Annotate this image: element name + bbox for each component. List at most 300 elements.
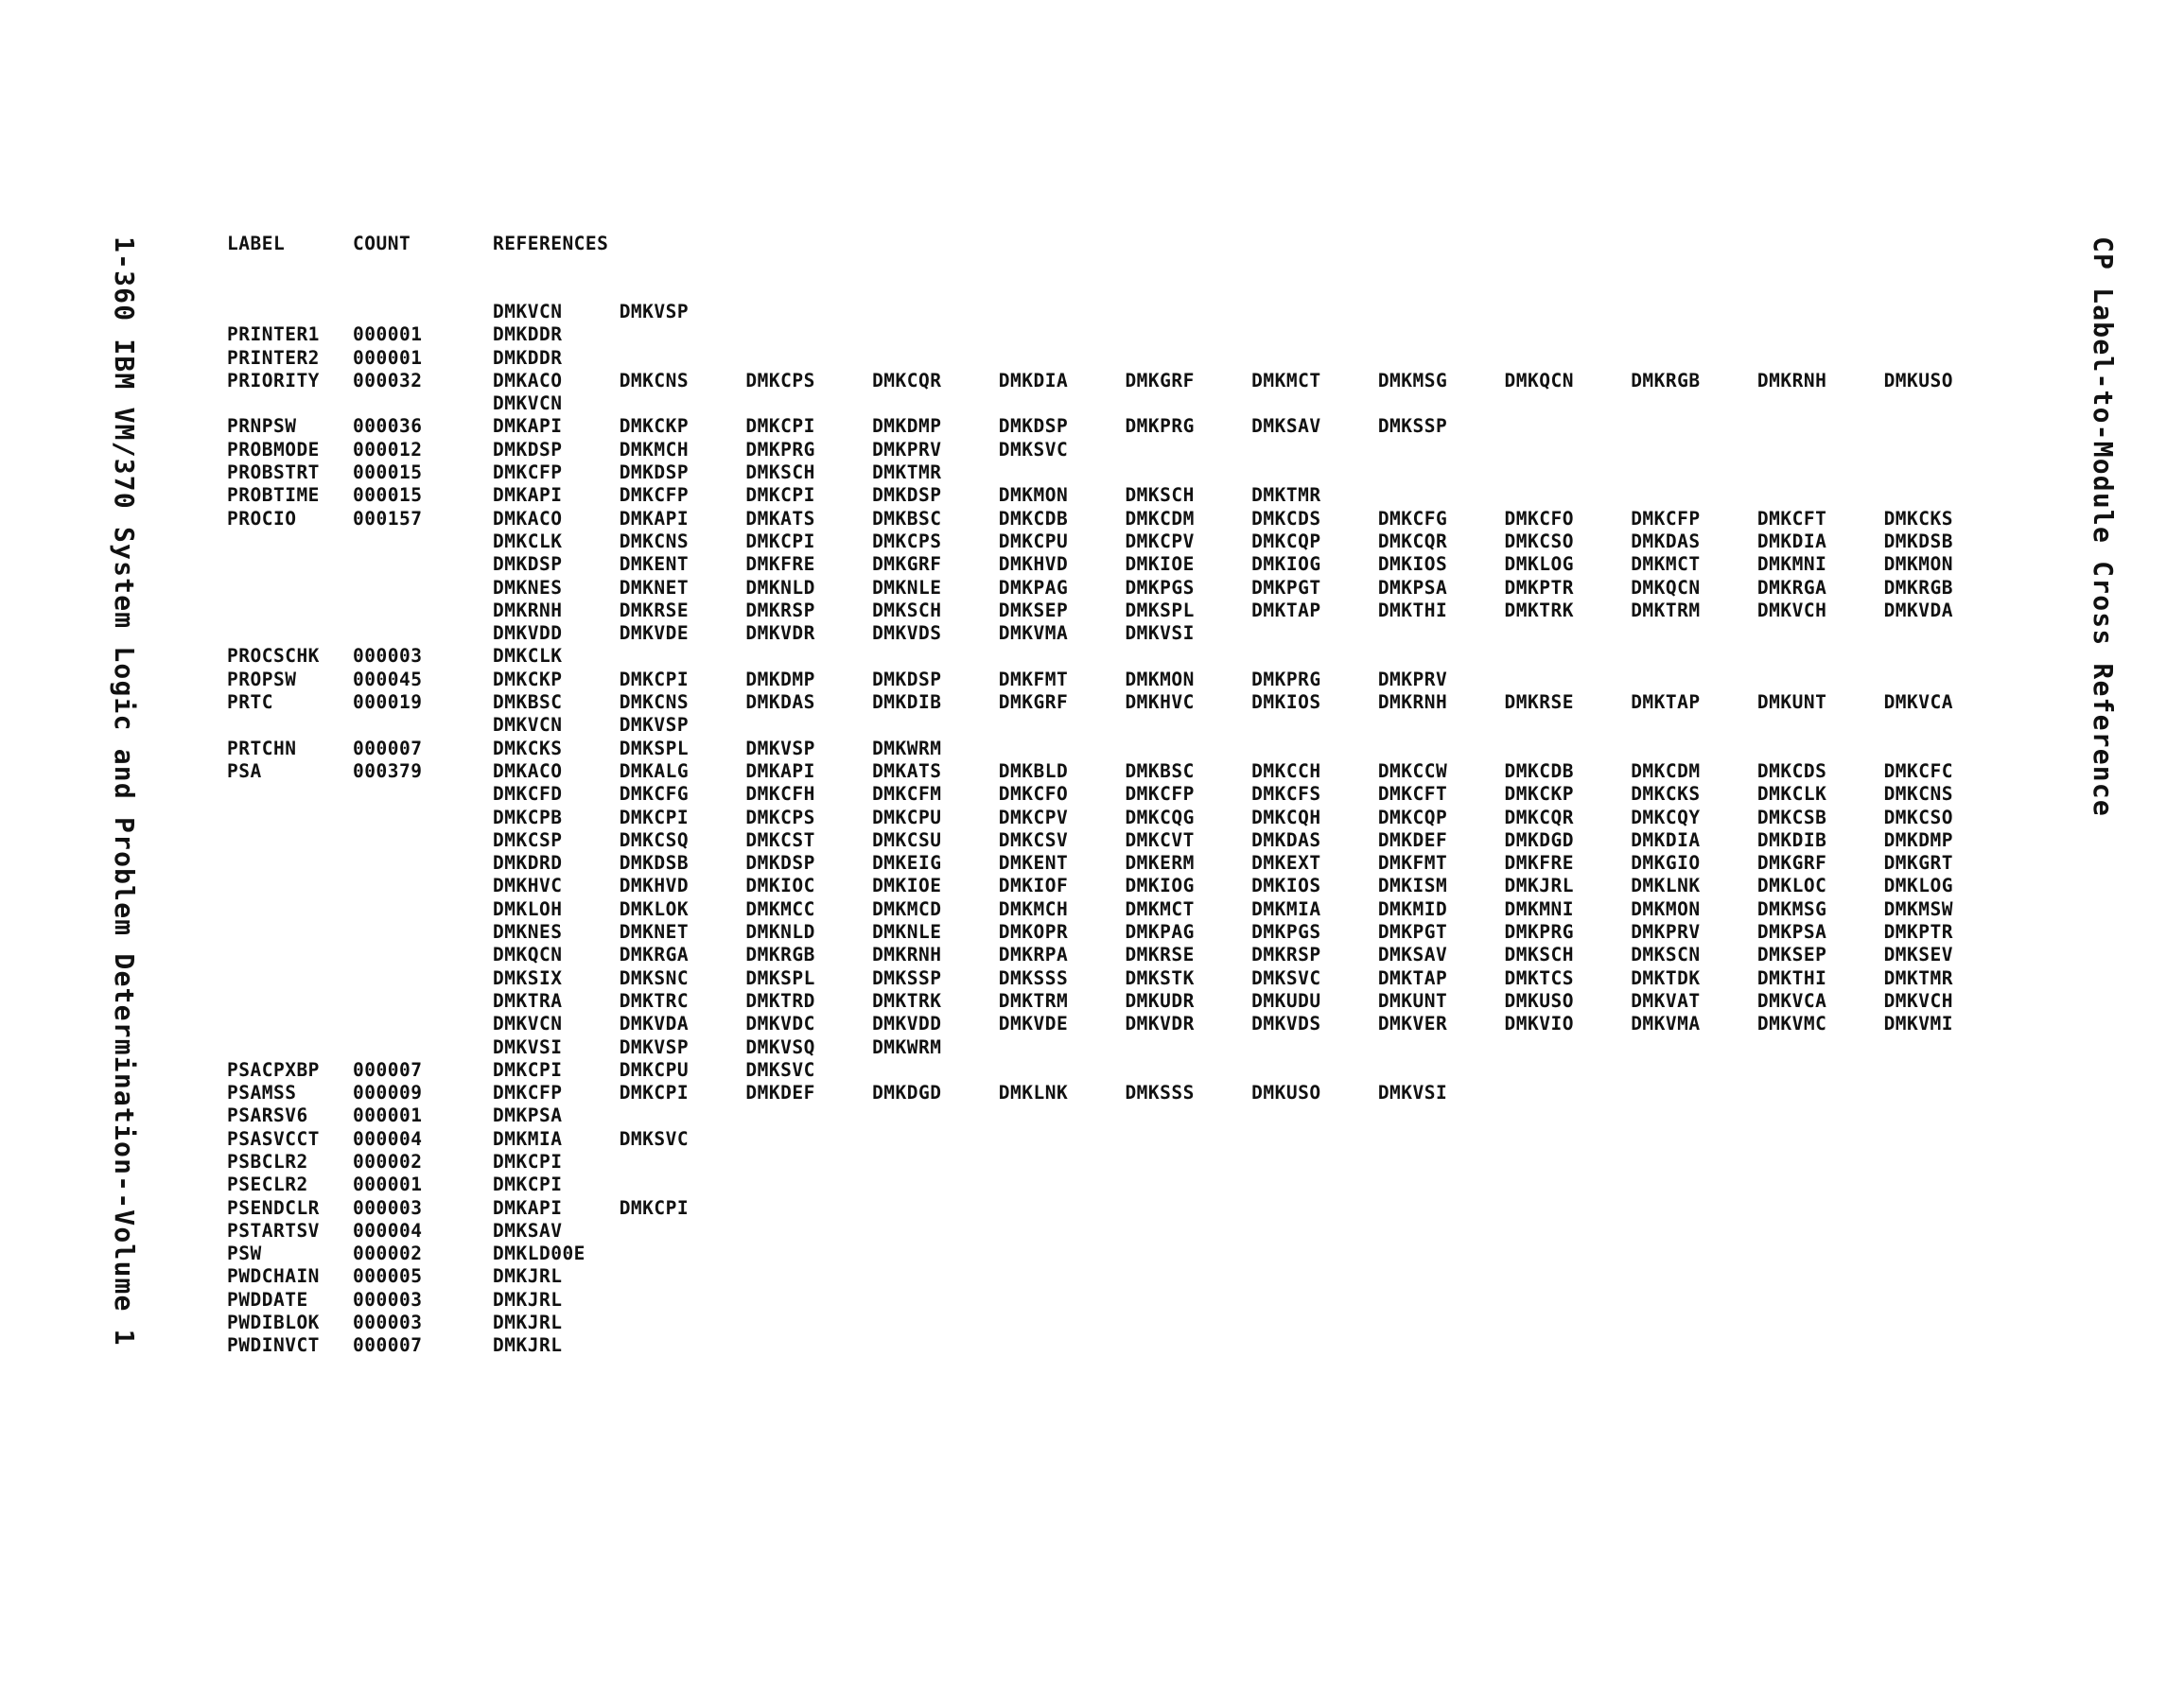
row-count: 000005 — [353, 1265, 423, 1288]
module-reference: DMKVSI — [1125, 622, 1195, 645]
module-reference: DMKCSQ — [619, 828, 690, 851]
module-reference: DMKCPB — [493, 806, 563, 828]
module-reference: DMKDIB — [1756, 828, 1827, 851]
empty-reference-cell — [745, 1243, 872, 1265]
module-reference: DMKVDS — [1251, 1013, 1321, 1035]
module-reference: DMKACO — [493, 507, 563, 530]
table-row — [227, 415, 2010, 438]
module-reference: DMKCFT — [1756, 507, 1827, 530]
module-reference: DMKIOS — [1251, 875, 1321, 897]
empty-reference-cell — [1505, 415, 1632, 438]
empty-reference-cell — [1631, 1197, 1757, 1220]
module-reference: DMKIOG — [1125, 875, 1195, 897]
empty-reference-cell — [999, 1334, 1126, 1357]
module-reference: DMKCKS — [1631, 783, 1701, 806]
empty-reference-cell — [1125, 323, 1251, 346]
module-reference: DMKPTR — [1504, 576, 1574, 599]
row-label — [227, 714, 353, 737]
empty-reference-cell — [1125, 645, 1251, 668]
table-row — [227, 1059, 2010, 1082]
module-reference: DMKVSP — [619, 714, 690, 737]
empty-reference-cell — [1631, 323, 1757, 346]
module-reference: DMKMCH — [998, 897, 1069, 920]
module-reference: DMKTAP — [1631, 691, 1701, 714]
empty-reference-cell — [1378, 1334, 1505, 1357]
module-reference: DMKAPI — [493, 415, 563, 438]
module-reference: DMKSVC — [745, 1058, 815, 1081]
module-reference: DMKEIG — [872, 852, 942, 875]
empty-reference-cell — [1757, 1036, 1884, 1059]
empty-reference-cell — [1631, 1220, 1757, 1243]
empty-reference-cell — [999, 1036, 1126, 1059]
module-reference: DMKCFP — [1125, 783, 1195, 806]
module-reference: DMKCDM — [1631, 759, 1701, 782]
row-label: PWDINVCT — [227, 1334, 320, 1357]
row-label — [227, 852, 353, 875]
module-reference: DMKFMT — [1377, 852, 1448, 875]
empty-reference-cell — [1251, 622, 1378, 645]
module-reference: DMKCQR — [872, 369, 942, 391]
module-reference: DMKVCN — [493, 1013, 563, 1035]
module-reference: DMKSPL — [619, 737, 690, 759]
module-reference: DMKCFS — [1251, 783, 1321, 806]
table-row — [227, 301, 2010, 323]
table-row — [227, 1265, 2010, 1288]
empty-reference-cell — [1631, 1243, 1757, 1265]
module-reference: DMKTRM — [998, 989, 1069, 1012]
row-count — [353, 967, 493, 990]
row-label: PSENDCLR — [227, 1196, 320, 1219]
empty-reference-cell — [1378, 439, 1505, 461]
row-count — [353, 600, 493, 622]
module-reference: DMKCKP — [619, 415, 690, 438]
empty-reference-cell — [1505, 645, 1632, 668]
empty-reference-cell — [1505, 484, 1632, 507]
module-reference: DMKRGB — [745, 944, 815, 966]
table-row — [227, 738, 2010, 760]
table-row — [227, 323, 2010, 346]
module-reference: DMKPRG — [745, 438, 815, 461]
module-reference: DMKCQR — [1377, 530, 1448, 552]
table-row — [227, 508, 2010, 530]
empty-reference-cell — [620, 1289, 746, 1312]
module-reference: DMKGRT — [1883, 852, 1954, 875]
table-row — [227, 875, 2010, 897]
empty-reference-cell — [1757, 1334, 1884, 1357]
module-reference: DMKGRF — [1756, 852, 1827, 875]
row-label: PSA — [227, 759, 262, 782]
module-reference: DMKSSP — [1377, 415, 1448, 438]
module-reference: DMKUDR — [1125, 989, 1195, 1012]
row-label: PSASVCCT — [227, 1127, 320, 1150]
empty-reference-cell — [1631, 1312, 1757, 1334]
empty-reference-cell — [1884, 1197, 2011, 1220]
module-reference: DMKCCH — [1251, 759, 1321, 782]
empty-reference-cell — [1378, 1128, 1505, 1151]
module-reference: DMKGIO — [1631, 852, 1701, 875]
module-reference: DMKBSC — [493, 691, 563, 714]
empty-reference-cell — [1884, 1220, 2011, 1243]
module-reference: DMKTMR — [1883, 966, 1954, 989]
empty-reference-cell — [1631, 1151, 1757, 1174]
module-reference: DMKBSC — [872, 507, 942, 530]
row-label: PROCSCHK — [227, 645, 320, 668]
module-reference: DMKRSE — [1504, 691, 1574, 714]
empty-reference-cell — [1378, 1265, 1505, 1288]
empty-reference-cell — [620, 645, 746, 668]
module-reference: DMKIOF — [998, 875, 1069, 897]
empty-reference-cell — [1757, 323, 1884, 346]
empty-reference-cell — [1505, 301, 1632, 323]
row-label: PROBTIME — [227, 484, 320, 507]
module-reference: DMKFRE — [1504, 852, 1574, 875]
module-reference: DMKCPI — [493, 1058, 563, 1081]
module-reference: DMKCPI — [493, 1174, 563, 1196]
module-reference: DMKCPU — [998, 530, 1069, 552]
empty-reference-cell — [1757, 645, 1884, 668]
empty-reference-cell — [1251, 301, 1378, 323]
header-spacer — [227, 255, 2010, 301]
empty-reference-cell — [745, 1174, 872, 1196]
module-reference: DMKCFP — [493, 461, 563, 484]
module-reference: DMKCQY — [1631, 806, 1701, 828]
row-count: 000036 — [353, 415, 423, 438]
row-label: PRNPSW — [227, 415, 297, 438]
row-count — [353, 577, 493, 600]
module-reference: DMKSVC — [1251, 966, 1321, 989]
table-row — [227, 622, 2010, 645]
empty-reference-cell — [1884, 1334, 2011, 1357]
row-count — [353, 553, 493, 576]
empty-reference-cell — [620, 1104, 746, 1127]
module-reference: DMKDSP — [493, 553, 563, 576]
module-reference: DMKMCT — [1631, 553, 1701, 576]
module-reference: DMKDRD — [493, 852, 563, 875]
row-label — [227, 967, 353, 990]
row-label — [227, 898, 353, 921]
empty-reference-cell — [1884, 1128, 2011, 1151]
module-reference: DMKERM — [1125, 852, 1195, 875]
module-reference: DMKJRL — [493, 1334, 563, 1357]
module-reference: DMKFRE — [745, 553, 815, 576]
row-count: 000007 — [353, 737, 423, 759]
table-row — [227, 461, 2010, 484]
empty-reference-cell — [1125, 1220, 1251, 1243]
empty-reference-cell — [872, 645, 999, 668]
module-reference: DMKSTK — [1125, 966, 1195, 989]
empty-reference-cell — [1378, 347, 1505, 370]
table-row — [227, 1174, 2010, 1196]
module-reference: DMKIOS — [1377, 553, 1448, 576]
module-reference: DMKTDK — [1631, 966, 1701, 989]
empty-reference-cell — [999, 1128, 1126, 1151]
empty-reference-cell — [745, 1334, 872, 1357]
row-count — [353, 301, 493, 323]
table-row — [227, 807, 2010, 829]
empty-reference-cell — [999, 1220, 1126, 1243]
table-body — [227, 301, 2010, 1358]
module-reference: DMKMSG — [1377, 369, 1448, 391]
module-reference: DMKPGS — [1125, 576, 1195, 599]
module-reference: DMKWRM — [872, 737, 942, 759]
row-count — [353, 622, 493, 645]
module-reference: DMKDGD — [1504, 828, 1574, 851]
module-reference: DMKVSP — [745, 737, 815, 759]
row-count — [353, 898, 493, 921]
row-label: PROBMODE — [227, 438, 320, 461]
module-reference: DMKCVT — [1125, 828, 1195, 851]
empty-reference-cell — [745, 714, 872, 737]
module-reference: DMKCNS — [1883, 783, 1954, 806]
module-reference: DMKCSB — [1756, 806, 1827, 828]
module-reference: DMKNLD — [745, 921, 815, 944]
module-reference: DMKMCT — [1251, 369, 1321, 391]
empty-reference-cell — [872, 301, 999, 323]
table-row — [227, 600, 2010, 622]
module-reference: DMKRSP — [1251, 944, 1321, 966]
module-reference: DMKACO — [493, 759, 563, 782]
module-reference: DMKATS — [745, 507, 815, 530]
module-reference: DMKATS — [872, 759, 942, 782]
empty-reference-cell — [1125, 392, 1251, 415]
empty-reference-cell — [1378, 645, 1505, 668]
empty-reference-cell — [1757, 1151, 1884, 1174]
references-column-header: REFERENCES — [493, 233, 609, 254]
module-reference: DMKSAV — [1251, 415, 1321, 438]
module-reference: DMKDIA — [1631, 828, 1701, 851]
module-reference: DMKCQP — [1377, 806, 1448, 828]
empty-reference-cell — [1757, 738, 1884, 760]
row-count: 000045 — [353, 668, 423, 690]
empty-reference-cell — [1505, 1197, 1632, 1220]
module-reference: DMKDMP — [745, 668, 815, 690]
module-reference: DMKPRG — [1504, 921, 1574, 944]
empty-reference-cell — [1884, 1289, 2011, 1312]
empty-reference-cell — [1631, 439, 1757, 461]
table-row — [227, 691, 2010, 714]
row-label — [227, 392, 353, 415]
empty-reference-cell — [1884, 347, 2011, 370]
empty-reference-cell — [1505, 439, 1632, 461]
table-row — [227, 530, 2010, 553]
empty-reference-cell — [1757, 1104, 1884, 1127]
module-reference: DMKVMA — [998, 622, 1069, 645]
module-reference: DMKMID — [1377, 897, 1448, 920]
empty-reference-cell — [1631, 461, 1757, 484]
table-row — [227, 967, 2010, 990]
empty-reference-cell — [1125, 1197, 1251, 1220]
table-row — [227, 1104, 2010, 1127]
empty-reference-cell — [872, 1220, 999, 1243]
module-reference: DMKCPI — [619, 668, 690, 690]
module-reference: DMKCKP — [493, 668, 563, 690]
empty-reference-cell — [1251, 645, 1378, 668]
module-reference: DMKVMI — [1883, 1013, 1954, 1035]
empty-reference-cell — [1757, 1128, 1884, 1151]
row-label: PROCIO — [227, 507, 297, 530]
module-reference: DMKVDR — [1125, 1013, 1195, 1035]
empty-reference-cell — [1631, 1082, 1757, 1104]
module-reference: DMKCFP — [619, 484, 690, 507]
row-count: 000003 — [353, 1288, 423, 1311]
module-reference: DMKGRF — [1125, 369, 1195, 391]
empty-reference-cell — [1125, 738, 1251, 760]
empty-reference-cell — [1251, 347, 1378, 370]
empty-reference-cell — [1884, 1265, 2011, 1288]
row-count: 000032 — [353, 369, 423, 391]
module-reference: DMKMCC — [745, 897, 815, 920]
module-reference: DMKVCH — [1756, 599, 1827, 621]
module-reference: DMKSCN — [1631, 944, 1701, 966]
module-reference: DMKCPS — [872, 530, 942, 552]
empty-reference-cell — [999, 392, 1126, 415]
empty-reference-cell — [745, 1289, 872, 1312]
module-reference: DMKLOG — [1883, 875, 1954, 897]
empty-reference-cell — [1884, 1312, 2011, 1334]
row-label — [227, 530, 353, 553]
empty-reference-cell — [1378, 622, 1505, 645]
empty-reference-cell — [1378, 301, 1505, 323]
table-row — [227, 392, 2010, 415]
module-reference: DMKDDR — [493, 346, 563, 369]
module-reference: DMKSVC — [619, 1127, 690, 1150]
module-reference: DMKCPI — [745, 484, 815, 507]
module-reference: DMKSIX — [493, 966, 563, 989]
module-reference: DMKCFC — [1883, 759, 1954, 782]
module-reference: DMKRGA — [619, 944, 690, 966]
row-count: 000003 — [353, 645, 423, 668]
module-reference: DMKCNS — [619, 530, 690, 552]
module-reference: DMKUNT — [1756, 691, 1827, 714]
empty-reference-cell — [1251, 738, 1378, 760]
row-count: 000009 — [353, 1082, 423, 1104]
count-column-header: COUNT — [353, 233, 411, 254]
module-reference: DMKENT — [998, 852, 1069, 875]
module-reference: DMKSSS — [1125, 1082, 1195, 1104]
empty-reference-cell — [1378, 738, 1505, 760]
empty-reference-cell — [999, 1104, 1126, 1127]
empty-reference-cell — [999, 1197, 1126, 1220]
module-reference: DMKAPI — [493, 484, 563, 507]
module-reference: DMKCPU — [619, 1058, 690, 1081]
empty-reference-cell — [1505, 1174, 1632, 1196]
empty-reference-cell — [872, 347, 999, 370]
module-reference: DMKPAG — [998, 576, 1069, 599]
empty-reference-cell — [999, 1174, 1126, 1196]
empty-reference-cell — [1505, 392, 1632, 415]
module-reference: DMKPAG — [1125, 921, 1195, 944]
module-reference: DMKPGT — [1251, 576, 1321, 599]
empty-reference-cell — [1251, 1197, 1378, 1220]
module-reference: DMKLOH — [493, 897, 563, 920]
empty-reference-cell — [1631, 415, 1757, 438]
module-reference: DMKPRG — [1125, 415, 1195, 438]
module-reference: DMKVSP — [619, 1035, 690, 1058]
module-reference: DMKCPS — [745, 806, 815, 828]
module-reference: DMKUSO — [1251, 1082, 1321, 1104]
module-reference: DMKAPI — [619, 507, 690, 530]
empty-reference-cell — [1251, 1312, 1378, 1334]
module-reference: DMKISM — [1377, 875, 1448, 897]
module-reference: DMKCFP — [493, 1082, 563, 1104]
row-label: PWDDATE — [227, 1288, 308, 1311]
module-reference: DMKAPI — [493, 1196, 563, 1219]
empty-reference-cell — [1125, 439, 1251, 461]
empty-reference-cell — [872, 392, 999, 415]
row-label — [227, 875, 353, 897]
module-reference: DMKCST — [745, 828, 815, 851]
module-reference: DMKVER — [1377, 1013, 1448, 1035]
row-label — [227, 1013, 353, 1035]
module-reference: DMKMIA — [493, 1127, 563, 1150]
empty-reference-cell — [1757, 392, 1884, 415]
empty-reference-cell — [1251, 392, 1378, 415]
module-reference: DMKCDS — [1251, 507, 1321, 530]
empty-reference-cell — [1251, 1334, 1378, 1357]
row-count: 000157 — [353, 507, 423, 530]
empty-reference-cell — [1505, 1059, 1632, 1082]
empty-reference-cell — [1378, 1151, 1505, 1174]
module-reference: DMKCSV — [998, 828, 1069, 851]
empty-reference-cell — [745, 301, 872, 323]
empty-reference-cell — [1631, 669, 1757, 691]
module-reference: DMKCPI — [619, 1196, 690, 1219]
module-reference: DMKSEP — [1756, 944, 1827, 966]
empty-reference-cell — [1757, 1220, 1884, 1243]
module-reference: DMKIOG — [1251, 553, 1321, 576]
row-label: PSARSV6 — [227, 1104, 308, 1127]
empty-reference-cell — [620, 1174, 746, 1196]
module-reference: DMKCLK — [493, 530, 563, 552]
row-label: PRINTER2 — [227, 346, 320, 369]
empty-reference-cell — [1757, 301, 1884, 323]
module-reference: DMKDIA — [998, 369, 1069, 391]
module-reference: DMKCSU — [872, 828, 942, 851]
module-reference: DMKSEV — [1883, 944, 1954, 966]
row-label: PRTC — [227, 691, 273, 714]
row-count — [353, 944, 493, 966]
empty-reference-cell — [872, 1104, 999, 1127]
empty-reference-cell — [1125, 1289, 1251, 1312]
row-label — [227, 783, 353, 806]
module-reference: DMKRPA — [998, 944, 1069, 966]
table-row — [227, 1082, 2010, 1104]
module-reference: DMKCQH — [1251, 806, 1321, 828]
module-reference: DMKEXT — [1251, 852, 1321, 875]
empty-reference-cell — [1505, 1243, 1632, 1265]
empty-reference-cell — [1378, 461, 1505, 484]
empty-reference-cell — [1378, 714, 1505, 737]
empty-reference-cell — [1757, 461, 1884, 484]
empty-reference-cell — [1631, 484, 1757, 507]
empty-reference-cell — [1125, 1128, 1251, 1151]
empty-reference-cell — [1884, 669, 2011, 691]
empty-reference-cell — [872, 1059, 999, 1082]
module-reference: DMKQCN — [493, 944, 563, 966]
module-reference: DMKRGB — [1631, 369, 1701, 391]
module-reference: DMKTRD — [745, 989, 815, 1012]
row-label — [227, 921, 353, 944]
empty-reference-cell — [1757, 347, 1884, 370]
empty-reference-cell — [745, 1265, 872, 1288]
empty-reference-cell — [1884, 1036, 2011, 1059]
module-reference: DMKTRA — [493, 989, 563, 1012]
row-count — [353, 921, 493, 944]
empty-reference-cell — [620, 392, 746, 415]
table-row — [227, 577, 2010, 600]
empty-reference-cell — [872, 323, 999, 346]
empty-reference-cell — [1757, 714, 1884, 737]
